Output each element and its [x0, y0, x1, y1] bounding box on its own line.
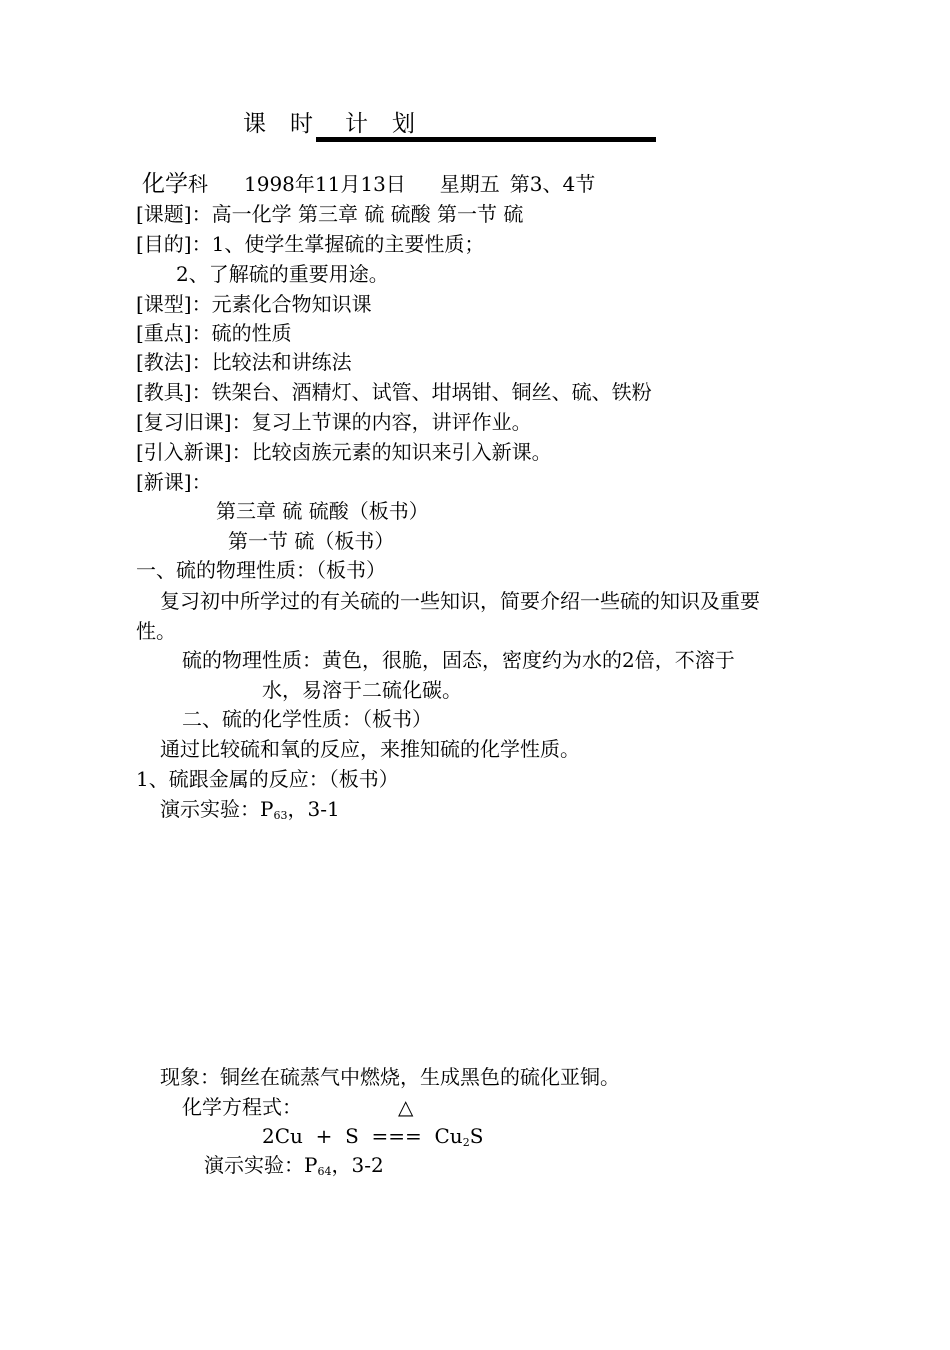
- header-line: [142, 172, 595, 196]
- chemical-equation: [262, 1124, 483, 1148]
- equation-subscript: 2: [462, 1136, 470, 1149]
- physical-intro-2: 性。: [136, 619, 176, 643]
- chemical-heading: 二、硫的化学性质：（板书）: [182, 707, 432, 731]
- equation-right: S: [469, 1124, 484, 1148]
- tools-line: [教具]：铁架台、酒精灯、试管、坩埚钳、铜丝、硫、铁粉: [136, 380, 652, 404]
- heating-symbol: △: [398, 1095, 414, 1119]
- title-char: 划: [392, 111, 417, 137]
- new-lesson-line: [新课]：: [136, 470, 212, 494]
- demo-1-prefix: 演示实验：P: [160, 797, 274, 821]
- title-char: 计: [345, 111, 370, 137]
- equation-left: 2Cu + S === Cu: [262, 1124, 463, 1148]
- physical-intro-1: 复习初中所学过的有关硫的一些知识，简要介绍一些硫的知识及重要: [160, 589, 760, 613]
- method-line: [教法]：比较法和讲练法: [136, 350, 352, 374]
- subject-suffix: 科: [188, 172, 208, 196]
- demo-2-page: 64: [317, 1165, 332, 1178]
- phenomenon-line: 现象：铜丝在硫蒸气中燃烧，生成黑色的硫化亚铜。: [160, 1065, 620, 1089]
- title-underline: [316, 137, 656, 142]
- title-char: 课: [243, 111, 268, 137]
- date: 1998年11月13日: [244, 172, 406, 196]
- goal-line-1: [目的]：1、使学生掌握硫的主要性质；: [136, 232, 485, 256]
- intro-line: [引入新课]：比较卤族元素的知识来引入新课。: [136, 440, 552, 464]
- physical-heading: 一、硫的物理性质：（板书）: [136, 558, 386, 582]
- demo-2-prefix: 演示实验：P: [204, 1153, 318, 1177]
- physical-props-1: 硫的物理性质：黄色，很脆，固态，密度约为水的2倍，不溶于: [182, 648, 735, 672]
- demo-1-page: 63: [273, 809, 288, 822]
- title-char: 时: [290, 111, 315, 137]
- goal-line-2: 2、了解硫的重要用途。: [176, 262, 389, 286]
- type-line: [课型]：元素化合物知识课: [136, 292, 372, 316]
- demo-experiment-2: [204, 1153, 384, 1177]
- key-line: [重点]：硫的性质: [136, 321, 292, 345]
- page-title: [243, 112, 417, 136]
- period: 第3、4节: [509, 172, 596, 196]
- equation-label: 化学方程式：: [182, 1095, 302, 1119]
- demo-2-suffix: ，3-2: [331, 1153, 384, 1177]
- review-line: [复习旧课]：复习上节课的内容，讲评作业。: [136, 410, 532, 434]
- demo-experiment-1: [160, 797, 340, 821]
- section-heading: 第一节 硫（板书）: [228, 529, 395, 553]
- metal-reaction-heading: 1、硫跟金属的反应：（板书）: [136, 767, 399, 791]
- physical-props-2: 水，易溶于二硫化碳。: [262, 678, 462, 702]
- chemical-intro: 通过比较硫和氧的反应，来推知硫的化学性质。: [160, 737, 580, 761]
- topic-line: [课题]：高一化学 第三章 硫 硫酸 第一节 硫: [136, 202, 524, 226]
- subject: 化学: [142, 171, 188, 197]
- demo-1-suffix: ，3-1: [287, 797, 340, 821]
- chapter-heading: 第三章 硫 硫酸（板书）: [216, 499, 429, 523]
- weekday: 星期五: [439, 172, 500, 196]
